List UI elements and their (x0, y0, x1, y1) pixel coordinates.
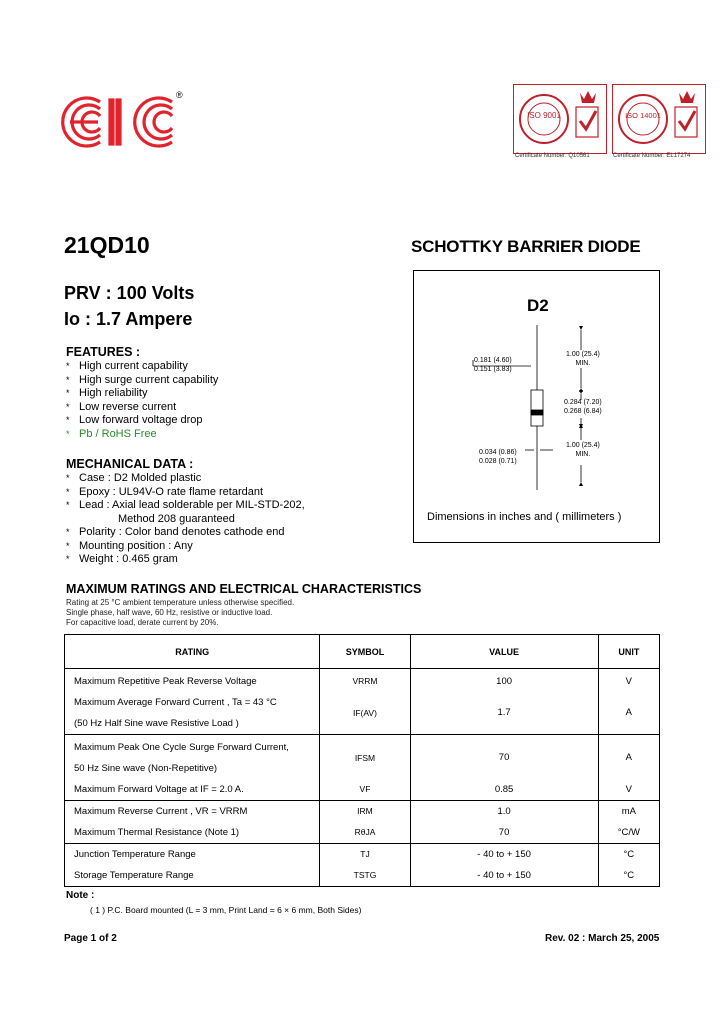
iso14001-certificate-seal (612, 84, 706, 154)
rating-condition: Single phase, half wave, 60 Hz, resistive or inductive load. (66, 608, 273, 617)
list-item: Method 208 guaranteed (118, 512, 235, 525)
table-row: Maximum Reverse Current , VR = VRRM Maximum Thermal Resistance (Note 1) IRM RθJA 1.0 70 mA °C/W (65, 801, 660, 844)
list-item: * Low forward voltage drop (66, 414, 203, 426)
part-type: SCHOTTKY BARRIER DIODE (411, 237, 641, 256)
package-drawing (413, 320, 658, 500)
rating-condition: For capacitive load, derate current by 20%. (66, 618, 219, 627)
body-diameter-label: 0.181 (4.60) 0.151 (3.83) (474, 357, 512, 373)
prv-spec: PRV : 100 Volts (64, 283, 195, 303)
list-item: * High reliability (66, 387, 148, 399)
rating-condition: Rating at 25 °C ambient temperature unless otherwise specified. (66, 598, 295, 607)
mechanical-list (66, 472, 305, 567)
note-heading: Note : (66, 890, 95, 901)
eic-logo (60, 92, 190, 152)
cert2-number: Certificate Number: EL17274 (613, 153, 691, 159)
revision-date: Rev. 02 : March 25, 2005 (545, 933, 660, 944)
cert1-number: Certificate Number: Q10561 (515, 153, 590, 159)
list-item: * Lead : Axial lead solderable per MIL-STD-202, (66, 499, 305, 511)
note-text: ( 1 ) P.C. Board mounted (L = 3 mm, Print Land = 6 × 6 mm, Both Sides) (90, 905, 362, 915)
list-item: * Pb / RoHS Free (66, 427, 157, 440)
list-item: * High surge current capability (66, 373, 219, 386)
package-name: D2 (527, 296, 549, 315)
list-item: * Low reverse current (66, 400, 177, 413)
table-row: Junction Temperature Range Storage Temperature Range TJ TSTG - 40 to + 150 - 40 to + 150 °C °C (65, 844, 660, 887)
page-number: Page 1 of 2 (64, 933, 117, 944)
io-spec: Io : 1.7 Ampere (64, 309, 193, 329)
ratings-table (64, 634, 660, 887)
ratings-heading: MAXIMUM RATINGS AND ELECTRICAL CHARACTERISTICS (66, 582, 422, 596)
col-symbol: SYMBOL (320, 635, 410, 669)
list-item: * High current capability (66, 360, 188, 372)
features-heading: FEATURES : (66, 345, 141, 359)
list-item: * Epoxy : UL94V-O rate flame retardant (66, 485, 264, 498)
body-length-label: 0.284 (7.20) 0.268 (6.84) (564, 399, 602, 415)
lead-diameter-label: 0.034 (0.86) 0.028 (0.71) (479, 449, 517, 465)
list-item: * Weight : 0.465 gram (66, 553, 178, 565)
list-item: * Case : D2 Molded plastic (66, 472, 202, 484)
lead-length-bottom-label: 1.00 (25.4) MIN. (566, 442, 600, 458)
mechanical-heading: MECHANICAL DATA : (66, 457, 194, 471)
col-unit: UNIT (598, 635, 659, 669)
table-header-row (65, 635, 660, 669)
list-item: * Mounting position : Any (66, 539, 193, 552)
features-list (66, 360, 218, 441)
iso9001-certificate-seal (513, 84, 607, 154)
list-item: * Polarity : Color band denotes cathode end (66, 526, 285, 538)
table-row: Maximum Peak One Cycle Surge Forward Current, 50 Hz Sine wave (Non-Repetitive) Maximum Forward Voltage at IF = 2.0 A. IFSM VF 70 0.85 A V (65, 735, 660, 801)
registered-mark: ® (176, 90, 183, 100)
table-row: Maximum Repetitive Peak Reverse Voltage Maximum Average Forward Current , Ta = 43 °C (50 Hz Half Sine wave Resistive Load ) VRRM IF(AV) 100 1.7 V A (65, 669, 660, 735)
lead-length-top-label: 1.00 (25.4) MIN. (566, 351, 600, 367)
dimensions-note: Dimensions in inches and ( millimeters ) (427, 511, 622, 523)
col-rating: RATING (65, 635, 320, 669)
svg-text:ISO 9001: ISO 9001 (527, 111, 561, 120)
svg-text:ISO 14001: ISO 14001 (625, 111, 661, 120)
col-value: VALUE (410, 635, 598, 669)
part-number: 21QD10 (64, 232, 150, 258)
